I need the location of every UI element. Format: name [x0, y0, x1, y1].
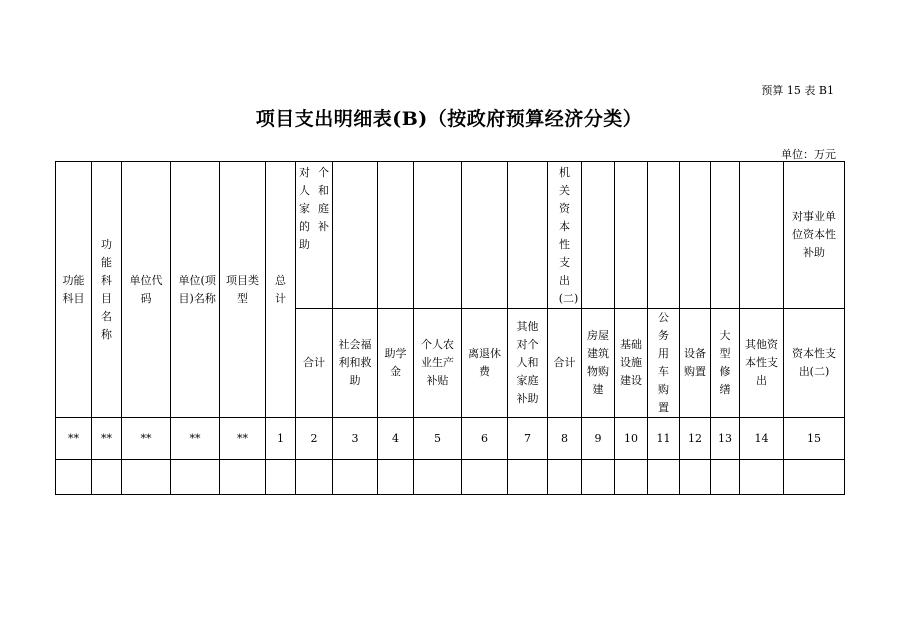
- code-cell: 3: [333, 418, 378, 460]
- budget-table: [55, 161, 845, 495]
- header-hh-retirement: 离退休费: [462, 309, 508, 418]
- header-unit-code: 单位代码: [122, 162, 171, 418]
- data-cell[interactable]: [378, 460, 414, 495]
- unit-label: 单位：万元: [781, 148, 836, 161]
- code-cell: 2: [296, 418, 333, 460]
- code-cell: **: [220, 418, 266, 460]
- header-group-enterprise-subsidy: 对事业单位资本性补助: [784, 162, 845, 309]
- page-title: 项目支出明细表(B)（按政府预算经济分类）: [255, 108, 643, 130]
- header-func-subject-name: 功能科目名称: [92, 162, 122, 418]
- data-cell[interactable]: [784, 460, 845, 495]
- code-cell: **: [92, 418, 122, 460]
- data-cell[interactable]: [92, 460, 122, 495]
- header-hh-welfare: 社会福利和救助: [333, 309, 378, 418]
- data-cell[interactable]: [220, 460, 266, 495]
- header-cap-vehicle: 公务用车购置: [648, 309, 680, 418]
- header-func-subject: 功能科目: [56, 162, 92, 418]
- data-cell[interactable]: [266, 460, 296, 495]
- data-cell[interactable]: [680, 460, 711, 495]
- header-cap-infrastructure: 基础设施建设: [615, 309, 648, 418]
- data-cell[interactable]: [740, 460, 784, 495]
- code-cell: 13: [711, 418, 740, 460]
- code-cell: **: [56, 418, 92, 460]
- header-hh-farmer-subsidy: 个人农业生产补贴: [414, 309, 462, 418]
- data-cell[interactable]: [171, 460, 220, 495]
- code-cell: 8: [548, 418, 582, 460]
- code-cell: 11: [648, 418, 680, 460]
- header-ent-capital: 资本性支出(二): [784, 309, 845, 418]
- data-cell[interactable]: [508, 460, 548, 495]
- header-project-type: 项目类型: [220, 162, 266, 418]
- header-cap-other: 其他资本性支出: [740, 309, 784, 418]
- code-cell: 15: [784, 418, 845, 460]
- data-cell[interactable]: [296, 460, 333, 495]
- header-cap-building: 房屋建筑物购建: [582, 309, 615, 418]
- header-hh-other: 其他对个人和家庭补助: [508, 309, 548, 418]
- data-cell[interactable]: [333, 460, 378, 495]
- header-cap-equipment: 设备购置: [680, 309, 711, 418]
- page-code: 预算 15 表 B1: [761, 84, 834, 97]
- code-cell: 7: [508, 418, 548, 460]
- data-cell[interactable]: [711, 460, 740, 495]
- header-unit-name: 单位(项目)名称: [171, 162, 220, 418]
- code-cell: 6: [462, 418, 508, 460]
- data-cell[interactable]: [615, 460, 648, 495]
- data-cell[interactable]: [548, 460, 582, 495]
- code-cell: **: [122, 418, 171, 460]
- header-hh-student-aid: 助学金: [378, 309, 414, 418]
- code-cell: 4: [378, 418, 414, 460]
- header-cap-repair: 大型修缮: [711, 309, 740, 418]
- data-cell[interactable]: [122, 460, 171, 495]
- data-cell[interactable]: [582, 460, 615, 495]
- code-cell: 14: [740, 418, 784, 460]
- header-cap-subtotal: 合计: [548, 309, 582, 418]
- code-cell: **: [171, 418, 220, 460]
- code-cell: 9: [582, 418, 615, 460]
- code-cell: 12: [680, 418, 711, 460]
- header-row-1: [56, 162, 845, 309]
- data-row-empty: [56, 460, 845, 495]
- header-total: 总计: [266, 162, 296, 418]
- data-cell[interactable]: [648, 460, 680, 495]
- code-cell: 1: [266, 418, 296, 460]
- header-hh-subtotal: 合计: [296, 309, 333, 418]
- code-cell: 10: [615, 418, 648, 460]
- header-group-institution-capital: 机关资本性支出(二): [548, 162, 582, 309]
- code-row: [56, 418, 845, 460]
- header-group-household: 对个人和家庭的补助: [296, 162, 333, 309]
- data-cell[interactable]: [56, 460, 92, 495]
- data-cell[interactable]: [462, 460, 508, 495]
- code-cell: 5: [414, 418, 462, 460]
- data-cell[interactable]: [414, 460, 462, 495]
